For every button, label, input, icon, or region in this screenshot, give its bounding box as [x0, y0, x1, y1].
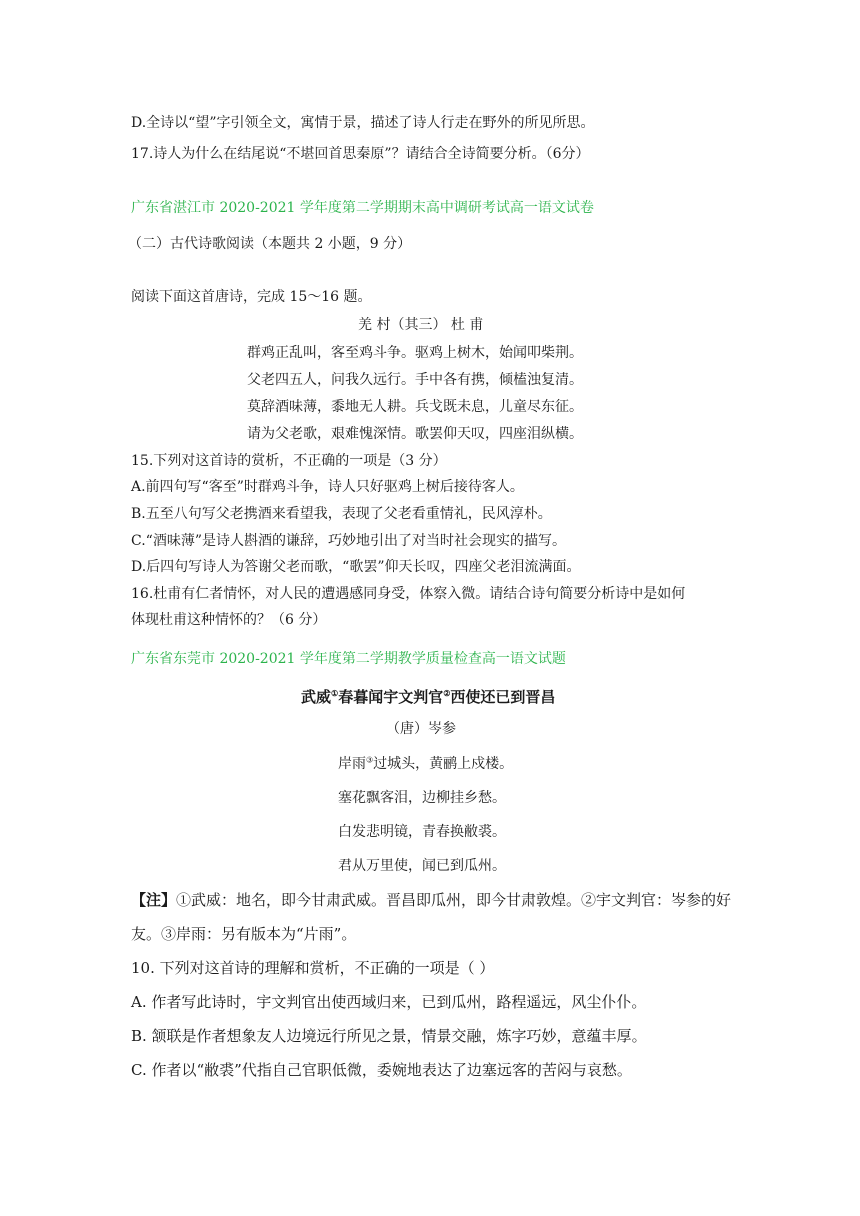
- poem-line: 白发悲明镜，青春换敝裘。: [338, 824, 506, 840]
- question-16-line2: 体现杜甫这种情怀的？（6 分）: [131, 612, 327, 628]
- note-mark: ②: [443, 688, 451, 698]
- q10-option-c: C. 作者以“敝裘”代指自己官职低微，委婉地表达了边塞远客的苦闷与哀愁。: [131, 1061, 632, 1079]
- note-label: 【注】: [131, 891, 177, 909]
- poem-text: 岸雨: [338, 756, 366, 772]
- question-10: 10. 下列对这首诗的理解和赏析，不正确的一项是（ ）: [131, 959, 495, 977]
- title-part: 武威: [301, 688, 332, 706]
- note-mark: ③: [366, 755, 374, 765]
- title-part: 春暮闻宇文判官: [338, 688, 444, 706]
- q15-option-a: A.前四句写“客至”时群鸡斗争，诗人只好驱鸡上树后接待客人。: [131, 479, 524, 495]
- note-mark: ①: [331, 688, 339, 698]
- source-heading-zhanjiang: 广东省湛江市 2020-2021 学年度第二学期期末高中调研考试高一语文试卷: [131, 200, 594, 216]
- poem-title-wuwei: [301, 687, 555, 707]
- poem-line: [338, 754, 513, 774]
- q16-option-d: D.全诗以“望”字引领全文，寓情于景，描述了诗人行走在野外的所见所思。: [131, 115, 595, 131]
- q15-option-c: C.“酒味薄”是诗人斟酒的谦辞，巧妙地引出了对当时社会现实的描写。: [131, 533, 566, 549]
- poem-line: 莫辞酒味薄，黍地无人耕。兵戈既未息，儿童尽东征。: [247, 399, 583, 415]
- q10-option-b: B. 颔联是作者想象友人边境远行所见之景，情景交融，炼字巧妙，意蕴丰厚。: [131, 1027, 647, 1045]
- q10-option-a: A. 作者写此诗时，宇文判官出使西域归来，已到瓜州，路程遥远，风尘仆仆。: [131, 993, 647, 1011]
- q15-option-b: B.五至八句写父老携酒来看望我，表现了父老看重情礼，民风淳朴。: [131, 506, 552, 522]
- poem-line: 群鸡正乱叫，客至鸡斗争。驱鸡上树木，始闻叩柴荆。: [247, 345, 583, 361]
- q15-option-d: D.后四句写诗人为答谢父老而歌，“歌罢”仰天长叹，四座父老泪流满面。: [131, 559, 581, 575]
- note-line1: [131, 890, 731, 910]
- poem-title-qiangcun: 羌 村（其三） 杜 甫: [358, 317, 484, 333]
- poem-line: 请为父老歌，艰难愧深情。歌罢仰天叹，四座泪纵横。: [247, 426, 583, 442]
- note-text: ①武威：地名，即今甘肃武威。晋昌即瓜州，即今甘肃敦煌。②宇文判官：岑参的好: [176, 891, 732, 909]
- part-heading: （二）古代诗歌阅读（本题共 2 小题，9 分）: [128, 236, 412, 252]
- question-16-line1: 16.杜甫有仁者情怀，对人民的遭遇感同身受，体察入微。请结合诗句简要分析诗中是如何: [131, 586, 686, 602]
- poem-author: （唐）岑参: [386, 721, 456, 737]
- poem-line: 父老四五人，问我久远行。手中各有携，倾榼浊复清。: [247, 372, 583, 388]
- poem-text: 过城头，黄鹂上戍楼。: [373, 756, 514, 772]
- question-15: 15.下列对这首诗的赏析，不正确的一项是（3 分）: [131, 453, 447, 469]
- poem-line: 君从万里使，闻已到瓜州。: [338, 858, 506, 874]
- title-part: 西使还已到晋昌: [450, 688, 556, 706]
- question-17: 17.诗人为什么在结尾说“不堪回首思秦原”？请结合全诗简要分析。（6分）: [131, 146, 590, 162]
- source-heading-dongguan: 广东省东莞市 2020-2021 学年度第二学期教学质量检查高一语文试题: [131, 651, 566, 667]
- note-line2: 友。③岸雨：另有版本为“片雨”。: [131, 925, 357, 943]
- poem-line: 塞花飘客泪，边柳挂乡愁。: [338, 790, 506, 806]
- instruction: 阅读下面这首唐诗，完成 15～16 题。: [131, 289, 372, 305]
